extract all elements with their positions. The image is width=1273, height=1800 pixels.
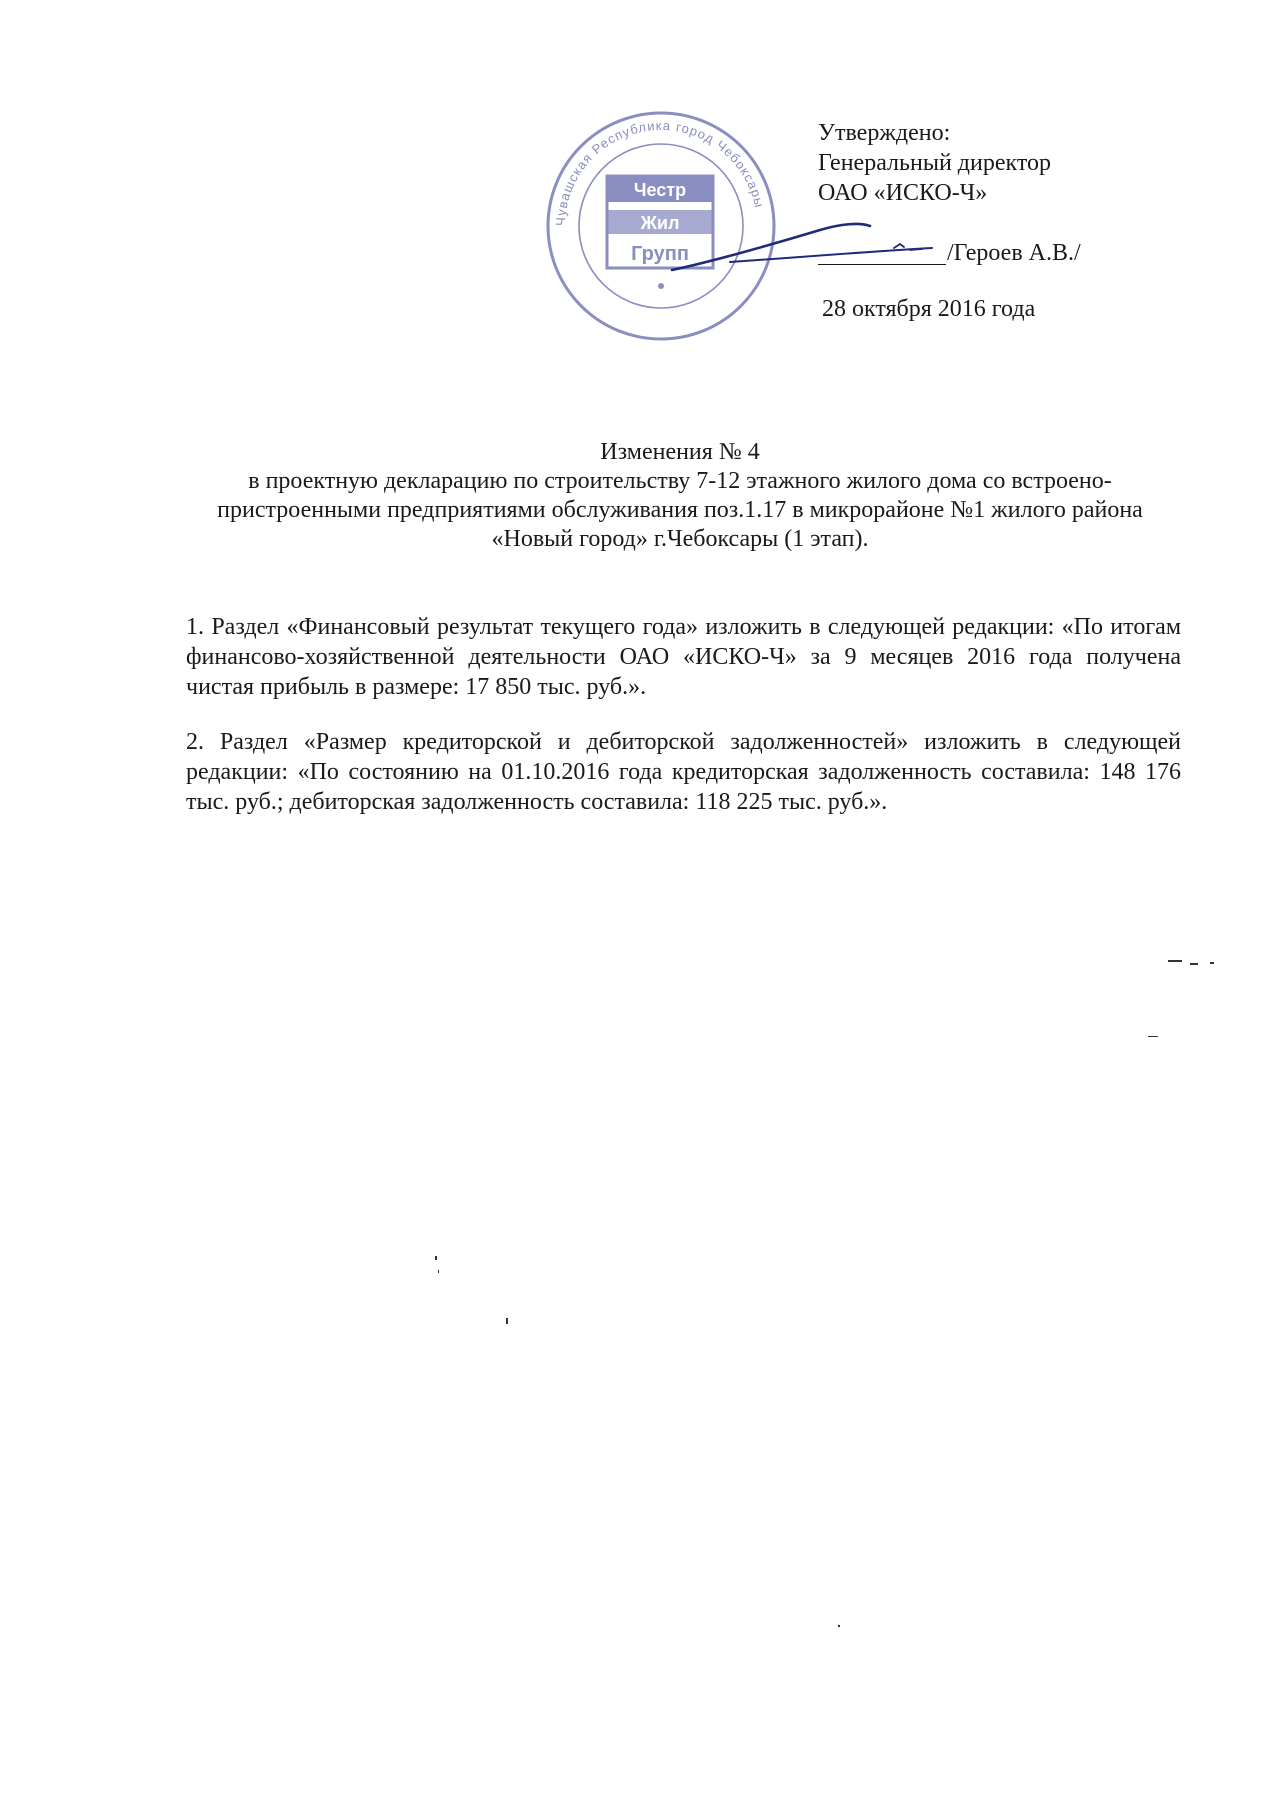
title-line-4: «Новый город» г.Чебоксары (1 этап). bbox=[491, 526, 869, 552]
amendment-item-1: 1. Раздел «Финансовый результат текущего года» изложить в следующей редакции: «По итогам финансово-хозяйственной деятельности ОАО «ИСКО-Ч» за 9 месяцев 2016 года получена чистая прибыль в размере: 17 850 тыс. руб.». bbox=[186, 614, 1181, 700]
title-line-1: Изменения № 4 bbox=[600, 439, 760, 465]
scan-speck bbox=[1148, 1036, 1158, 1037]
stamp-ring-text: Чувашская Республика город Чебоксары bbox=[552, 117, 768, 227]
director-position: Генеральный директор bbox=[818, 150, 1052, 176]
stamp-line-1: Честр bbox=[633, 180, 687, 200]
scan-speck bbox=[1210, 962, 1214, 964]
scan-speck bbox=[1168, 960, 1182, 962]
signatory-name: /Героев А.В./ bbox=[947, 240, 1081, 266]
title-line-3: пристроенными предприятиями обслуживания поз.1.17 в микрорайоне №1 жилого района bbox=[217, 497, 1143, 523]
approval-block bbox=[818, 118, 1238, 208]
scan-speck bbox=[1190, 963, 1198, 965]
signature-line bbox=[818, 264, 946, 265]
amendment-item-2: 2. Раздел «Размер кредиторской и дебиторской задолженностей» изложить в следующей редакции: «По состоянию на 01.10.2016 года кредиторская задолженность составила: 148 176 тыс. руб.; дебиторская задолженность составила: 118 225 тыс. руб.». bbox=[186, 729, 1181, 815]
scan-speck bbox=[438, 1270, 439, 1273]
document-title bbox=[180, 438, 1180, 554]
title-line-2: в проектную декларацию по строительству 7-12 этажного жилого дома со встроено- bbox=[248, 468, 1112, 494]
stamp-line-3: Групп bbox=[631, 243, 689, 265]
scan-speck bbox=[506, 1318, 508, 1324]
stamp-line-2: Жил bbox=[640, 213, 680, 233]
signature-row bbox=[818, 236, 1238, 272]
approval-label: Утверждено: bbox=[818, 120, 951, 146]
approval-date: 28 октября 2016 года bbox=[822, 296, 1036, 322]
scan-speck bbox=[435, 1256, 437, 1260]
company-name: ОАО «ИСКО-Ч» bbox=[818, 180, 988, 206]
scan-speck bbox=[838, 1625, 840, 1627]
